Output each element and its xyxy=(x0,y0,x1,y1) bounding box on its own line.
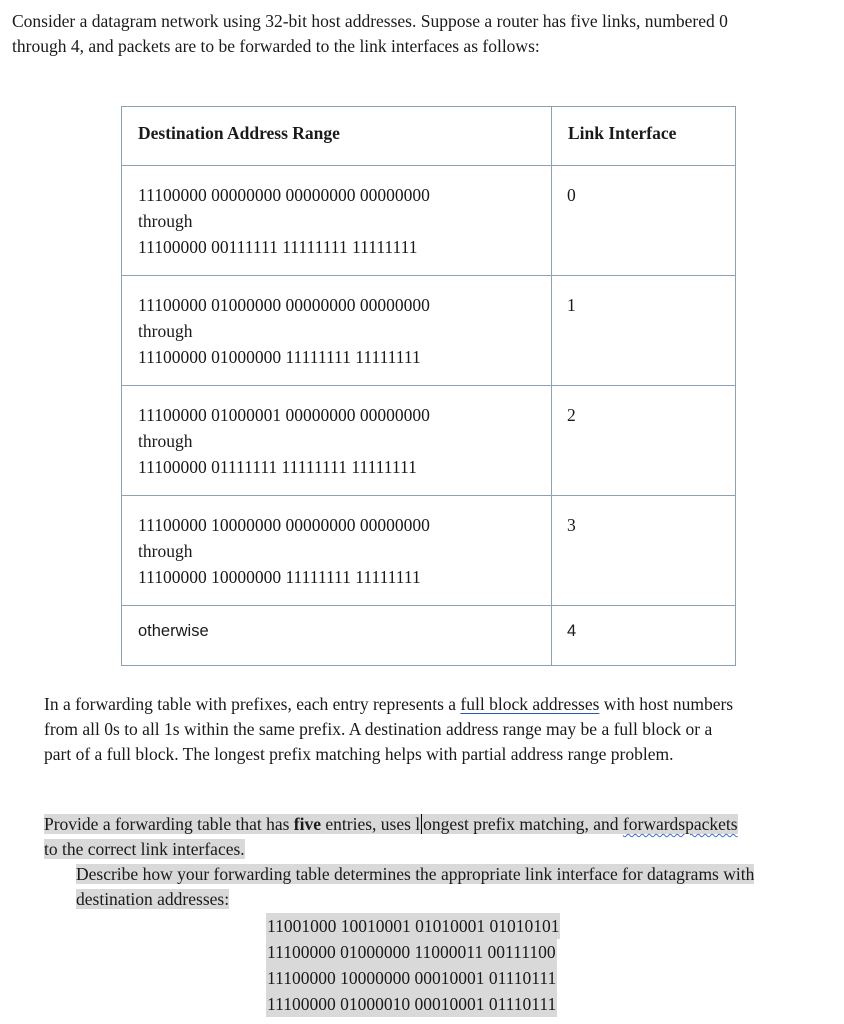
intro-line-2: through 4, and packets are to be forwarded to the link interfaces as follows: xyxy=(12,36,540,56)
list-item: 11001000 10010001 01010001 01010101 xyxy=(266,913,560,939)
destination-address-list xyxy=(266,913,560,1017)
link-cell: 1 xyxy=(552,276,736,386)
forwarding-range-table xyxy=(121,106,736,666)
table-row xyxy=(122,276,736,386)
para2-line-1: In a forwarding table with prefixes, each entry represents a full block addresses with host numbers xyxy=(44,694,734,714)
range-to: 11100000 00111111 11111111 11111111 xyxy=(138,237,418,257)
range-cell xyxy=(122,386,552,496)
question-1 xyxy=(44,812,738,862)
table-header-row xyxy=(122,107,736,166)
header-link-interface: Link Interface xyxy=(552,107,736,166)
spelling-error-word[interactable]: forwardspackets xyxy=(622,814,738,834)
range-from: 11100000 01000001 00000000 00000000 xyxy=(138,405,430,425)
para2-line-3: part of a full block. The longest prefix matching helps with partial address range problem. xyxy=(44,744,674,764)
range-cell xyxy=(122,166,552,276)
link-cell: 0 xyxy=(552,166,736,276)
range-from: 11100000 00000000 00000000 00000000 xyxy=(138,185,430,205)
question-1-line-2: to the correct link interfaces. xyxy=(44,839,245,859)
range-to: 11100000 01111111 11111111 11111111 xyxy=(138,457,417,477)
table-row xyxy=(122,386,736,496)
question-2-line-1: Describe how your forwarding table determines the appropriate link interface for datagrams with xyxy=(76,864,755,884)
intro-line-1: Consider a datagram network using 32-bit host addresses. Suppose a router has five links, numbered 0 xyxy=(12,11,728,31)
para2-line-2: from all 0s to all 1s within the same prefix. A destination address range may be a full block or a xyxy=(44,719,713,739)
link-cell: 3 xyxy=(552,496,736,606)
range-through: through xyxy=(138,321,193,341)
range-through: through xyxy=(138,431,193,451)
list-item: 11100000 10000000 00010001 01110111 xyxy=(266,965,557,991)
table-row-otherwise xyxy=(122,606,736,666)
question-1-line-1: Provide a forwarding table that has five entries, uses l ongest prefix matching, and forwardspackets xyxy=(44,814,738,834)
otherwise-cell: otherwise xyxy=(122,606,552,666)
range-from: 11100000 01000000 00000000 00000000 xyxy=(138,295,430,315)
header-destination-range: Destination Address Range xyxy=(122,107,552,166)
range-cell xyxy=(122,276,552,386)
list-item: 11100000 01000000 11000011 00111100 xyxy=(266,939,557,965)
range-through: through xyxy=(138,211,193,231)
range-to: 11100000 01000000 11111111 11111111 xyxy=(138,347,421,367)
range-from: 11100000 10000000 00000000 00000000 xyxy=(138,515,430,535)
range-cell xyxy=(122,496,552,606)
table-row xyxy=(122,166,736,276)
question-2-line-2: destination addresses: xyxy=(76,889,230,909)
table-row xyxy=(122,496,736,606)
range-through: through xyxy=(138,541,193,561)
link-cell: 2 xyxy=(552,386,736,496)
prefix-explanation-paragraph xyxy=(44,692,733,767)
link-cell: 4 xyxy=(552,606,736,666)
full-block-link[interactable]: full block addresses xyxy=(460,694,600,714)
range-to: 11100000 10000000 11111111 11111111 xyxy=(138,567,421,587)
list-item: 11100000 01000010 00010001 01110111 xyxy=(266,991,557,1017)
intro-paragraph xyxy=(12,9,728,59)
question-2 xyxy=(76,862,754,912)
